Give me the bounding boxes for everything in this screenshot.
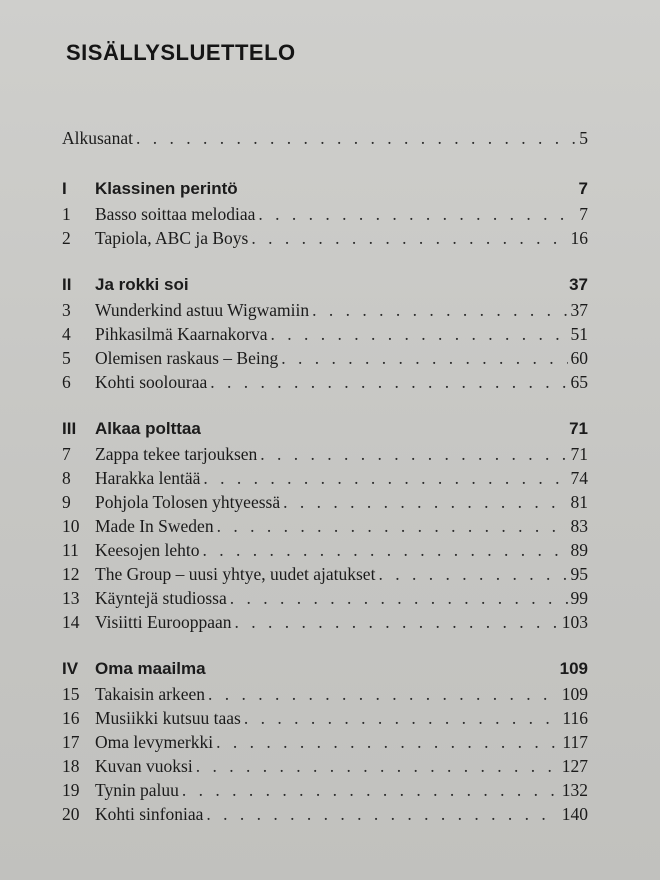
toc-entry	[62, 610, 588, 634]
section-title: Oma maailma	[95, 659, 206, 678]
dot-leader	[216, 730, 559, 754]
section-numeral: IV	[62, 659, 79, 678]
toc-entry	[62, 322, 588, 346]
toc-entry-title: Pihkasilmä Kaarnakorva	[95, 324, 268, 344]
toc-entry-title: Oma levymerkki	[95, 732, 214, 752]
chapter-number: 14	[62, 612, 80, 632]
toc-entry-page: 89	[570, 540, 588, 560]
toc-section-heading	[62, 272, 588, 298]
dot-leader	[182, 778, 559, 802]
toc-entry-title: Basso soittaa melodiaa	[95, 204, 256, 224]
dot-leader	[312, 298, 567, 322]
chapter-number: 12	[62, 564, 80, 584]
section-numeral: I	[62, 179, 67, 198]
toc-sections	[62, 176, 588, 826]
page-title: SISÄLLYSLUETTELO	[66, 40, 296, 65]
toc-entry-title: The Group – uusi yhtye, uudet ajatukset	[95, 564, 376, 584]
toc-entry-page: 117	[562, 732, 588, 752]
toc-entry-title: Pohjola Tolosen yhtyeessä	[95, 492, 281, 512]
toc-entry-page: 51	[570, 324, 588, 344]
chapter-number: 17	[62, 732, 80, 752]
chapter-number: 1	[62, 204, 71, 224]
dot-leader	[260, 442, 567, 466]
toc-entry-page: 7	[579, 204, 588, 224]
toc-entry	[62, 802, 588, 826]
toc-entry	[62, 442, 588, 466]
toc-entry-title: Harakka lentää	[95, 468, 201, 488]
toc-entry-title: Olemisen raskaus – Being	[95, 348, 279, 368]
chapter-number: 16	[62, 708, 80, 728]
dot-leader	[235, 610, 559, 634]
chapter-number: 5	[62, 348, 71, 368]
chapter-number: 2	[62, 228, 71, 248]
toc-entry-title: Wunderkind astuu Wigwamiin	[95, 300, 310, 320]
toc-entry-title: Musiikki kutsuu taas	[95, 708, 241, 728]
section-title: Klassinen perintö	[95, 179, 238, 198]
toc-entry-page: 83	[570, 516, 588, 536]
toc-entry-page: 127	[561, 756, 588, 776]
toc-entry-page: 5	[579, 128, 588, 148]
toc-entry-page: 16	[570, 228, 588, 248]
toc-entry-page: 140	[561, 804, 588, 824]
toc-entry-page: 116	[562, 708, 588, 728]
toc-entry	[62, 370, 588, 394]
section-page: 71	[569, 419, 588, 438]
chapter-number: 15	[62, 684, 80, 704]
chapter-number: 3	[62, 300, 71, 320]
toc-entry-title: Tapiola, ABC ja Boys	[95, 228, 249, 248]
toc-entry	[62, 466, 588, 490]
dot-leader	[202, 538, 567, 562]
chapter-number: 6	[62, 372, 71, 392]
toc-entry	[62, 586, 588, 610]
dot-leader	[281, 346, 567, 370]
section-numeral: III	[62, 419, 77, 438]
toc-entry-intro	[62, 126, 588, 150]
dot-leader	[203, 466, 567, 490]
toc-entry	[62, 706, 588, 730]
dot-leader	[208, 682, 559, 706]
table-of-contents	[62, 126, 588, 826]
dot-leader	[283, 490, 567, 514]
toc-entry-title: Tynin paluu	[95, 780, 179, 800]
toc-entry	[62, 298, 588, 322]
toc-entry-title: Kohti sinfoniaa	[95, 804, 204, 824]
toc-entry-page: 132	[561, 780, 588, 800]
toc-entry-title: Takaisin arkeen	[95, 684, 206, 704]
dot-leader	[251, 226, 567, 250]
toc-entry-page: 99	[570, 588, 588, 608]
chapter-number: 11	[62, 540, 79, 560]
toc-entry	[62, 562, 588, 586]
dot-leader	[244, 706, 560, 730]
section-numeral: II	[62, 275, 72, 294]
chapter-number: 10	[62, 516, 80, 536]
chapter-number: 13	[62, 588, 80, 608]
toc-entry-page: 109	[561, 684, 588, 704]
chapter-number: 20	[62, 804, 80, 824]
toc-entry-page: 103	[561, 612, 588, 632]
dot-leader	[206, 802, 558, 826]
toc-entry-title: Zappa tekee tarjouksen	[95, 444, 258, 464]
dot-leader	[136, 126, 576, 150]
toc-entry	[62, 514, 588, 538]
toc-section-heading	[62, 656, 588, 682]
chapter-number: 4	[62, 324, 71, 344]
dot-leader	[210, 370, 567, 394]
toc-section-heading	[62, 176, 588, 202]
toc-entry-page: 95	[570, 564, 588, 584]
section-page: 7	[578, 179, 588, 198]
dot-leader	[196, 754, 559, 778]
toc-entry	[62, 730, 588, 754]
toc-entry	[62, 202, 588, 226]
toc-entry	[62, 754, 588, 778]
toc-entry	[62, 346, 588, 370]
toc-entry-title: Made In Sweden	[95, 516, 214, 536]
toc-entry-title: Kohti soolouraa	[95, 372, 208, 392]
toc-entry-title: Keesojen lehto	[95, 540, 200, 560]
toc-entry	[62, 778, 588, 802]
chapter-number: 19	[62, 780, 80, 800]
dot-leader	[378, 562, 567, 586]
toc-entry-page: 74	[570, 468, 588, 488]
section-title: Alkaa polttaa	[95, 419, 201, 438]
toc-entry-title: Kuvan vuoksi	[95, 756, 193, 776]
chapter-number: 18	[62, 756, 80, 776]
toc-entry-page: 60	[570, 348, 588, 368]
chapter-number: 9	[62, 492, 71, 512]
toc-entry	[62, 538, 588, 562]
toc-entry	[62, 490, 588, 514]
toc-entry-title: Alkusanat	[62, 128, 133, 148]
section-page: 37	[569, 275, 588, 294]
toc-entry-page: 81	[570, 492, 588, 512]
toc-entry	[62, 682, 588, 706]
dot-leader	[258, 202, 576, 226]
section-title: Ja rokki soi	[95, 275, 189, 294]
toc-entry-page: 65	[570, 372, 588, 392]
toc-entry-page: 37	[570, 300, 588, 320]
toc-entry-page: 71	[570, 444, 588, 464]
toc-entry-title: Visiitti Eurooppaan	[95, 612, 232, 632]
dot-leader	[217, 514, 568, 538]
toc-entry-title: Käyntejä studiossa	[95, 588, 227, 608]
section-page: 109	[559, 659, 588, 678]
chapter-number: 8	[62, 468, 71, 488]
toc-section-heading	[62, 416, 588, 442]
toc-entry	[62, 226, 588, 250]
dot-leader	[271, 322, 568, 346]
chapter-number: 7	[62, 444, 71, 464]
dot-leader	[230, 586, 568, 610]
